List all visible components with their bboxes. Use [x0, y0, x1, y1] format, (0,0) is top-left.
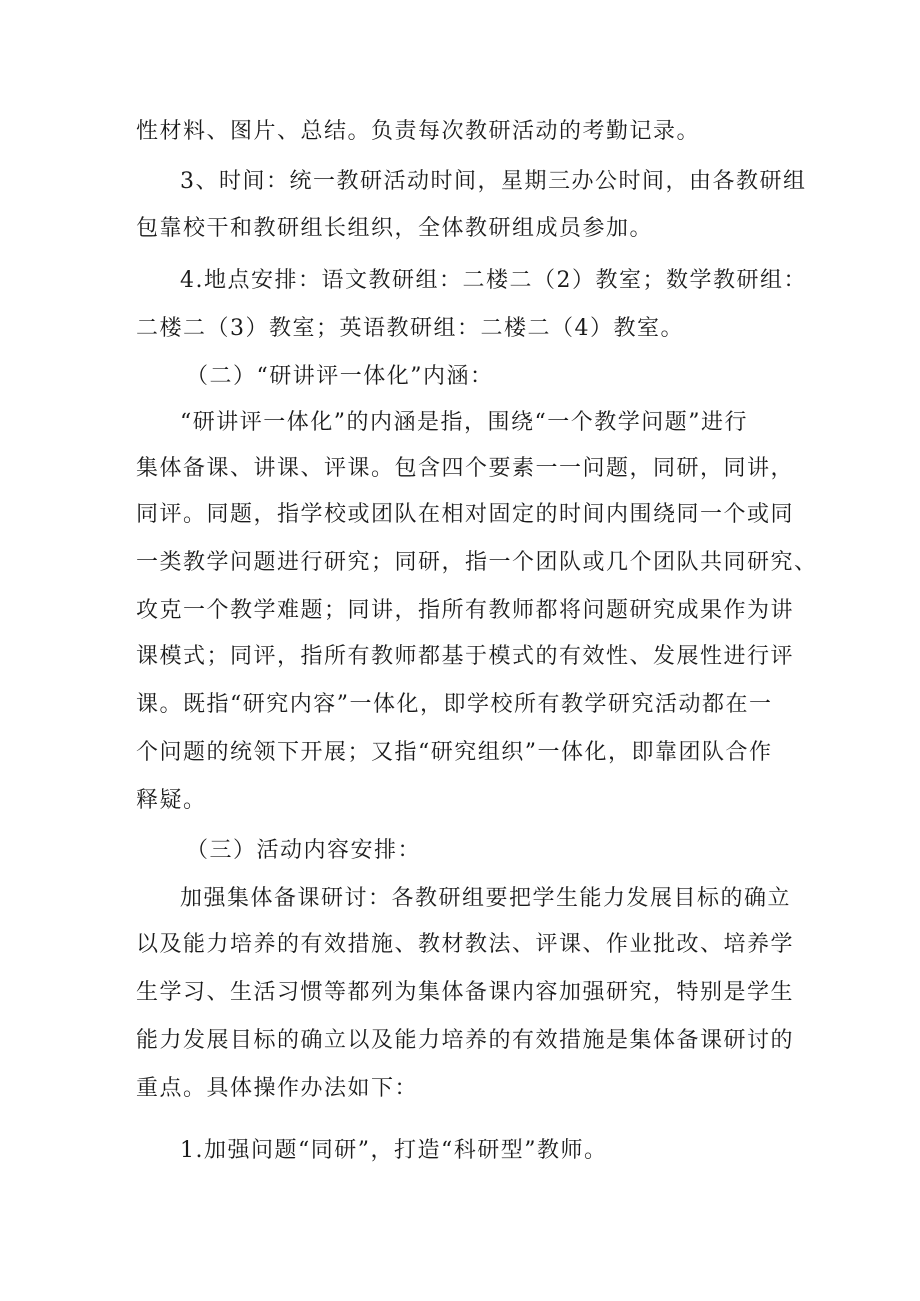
text-line: 3、时间：统一教研活动时间，星期三办公时间，由各教研组	[180, 169, 807, 194]
text-line: 重点。具体操作办法如下：	[136, 1076, 419, 1101]
text-line: 同评。同题，指学校或团队在相对固定的时间内围绕同一个或同	[136, 502, 795, 527]
text-line: 攻克一个教学难题；同讲，指所有教师都将问题研究成果作为讲	[136, 598, 795, 623]
text-line: 个问题的统领下开展；又指“研究组织”一体化，即靠团队合作	[136, 740, 773, 765]
text-line: 课模式；同评，指所有教师都基于模式的有效性、发展性进行评	[136, 644, 795, 669]
text-line: 生学习、生活习惯等都列为集体备课内容加强研究，特别是学生	[136, 980, 795, 1005]
text-line: 性材料、图片、总结。负责每次教研活动的考勤记录。	[136, 119, 701, 144]
section-heading: （二）“研讲评一体化”内涵：	[186, 364, 494, 389]
text-line: 4.地点安排：语文教研组：二楼二（2）教室；数学教研组：	[180, 268, 807, 293]
text-line: 加强集体备课研讨：各教研组要把学生能力发展目标的确立	[180, 886, 792, 911]
text-line: 包靠校干和教研组长组织，全体教研组成员参加。	[136, 216, 654, 241]
text-line: 1.加强问题“同研”，打造“科研型”教师。	[180, 1138, 608, 1163]
text-line: 课。既指“研究内容”一体化，即学校所有教学研究活动都在一	[136, 692, 773, 717]
text-line: 能力发展目标的确立以及能力培养的有效措施是集体备课研讨的	[136, 1028, 795, 1053]
text-line: 一类教学问题进行研究；同研，指一个团队或几个团队共同研究、	[136, 550, 818, 575]
text-line: 释疑。	[136, 788, 207, 813]
text-line: 二楼二（3）教室；英语教研组：二楼二（4）教室。	[136, 316, 684, 341]
text-line: “研讲评一体化”的内涵是指，围绕“一个教学问题”进行	[180, 410, 748, 435]
text-line: 集体备课、讲课、评课。包含四个要素一一问题，同研，同讲，	[136, 456, 795, 481]
section-heading: （三）活动内容安排：	[186, 838, 422, 863]
text-line: 以及能力培养的有效措施、教材教法、评课、作业批改、培养学	[136, 932, 795, 957]
